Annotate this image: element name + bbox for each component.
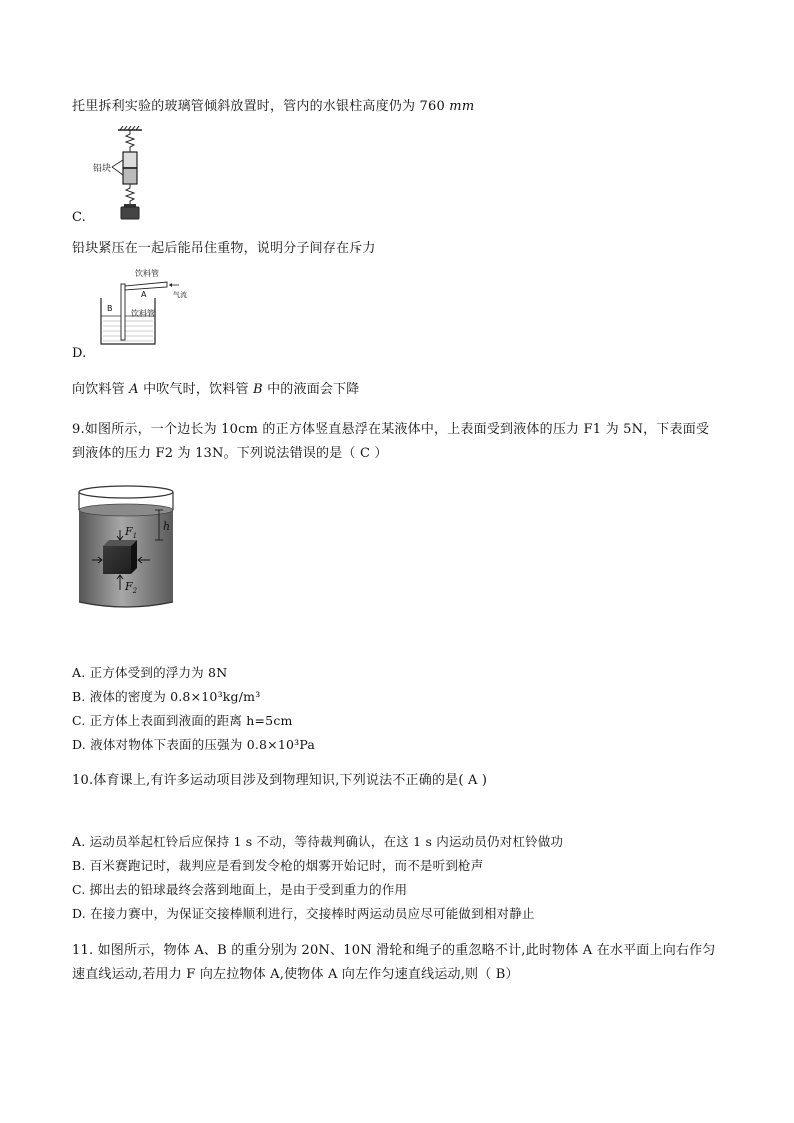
q10-option-b: B. 百米赛跑记时，裁判应是看到发令枪的烟雾开始记时，而不是听到枪声	[72, 858, 484, 873]
q9-stem-line1: 9.如图所示，一个边长为 10cm 的正方体竖直悬浮在某液体中，上表面受到液体的压力 F1 为 5N，下表面受	[72, 422, 710, 437]
straw-right-label: 饮料管	[131, 309, 155, 318]
q10-option-a: A. 运动员举起杠铃后应保持 1 s 不动，等待裁判确认，在这 1 s 内运动员仍对杠铃做功	[72, 834, 564, 849]
f2-label: $F_2$	[125, 580, 138, 596]
q11-stem-line1: 11. 如图所示，物体 A、B 的重分别为 20N、10N 滑轮和绳子的重忽略不计,此时物体 A 在水平面上向右作匀	[72, 943, 716, 958]
option-d-statement: 向饮料管 A 中吹气时，饮料管 B 中的液面会下降	[72, 382, 360, 397]
option-d-letter: D.	[72, 346, 87, 361]
option-b-statement	[72, 98, 474, 116]
option-b-unit: mm	[449, 99, 475, 114]
option-c-statement: 铅块紧压在一起后能吊住重物，说明分子间存在斥力	[72, 241, 376, 256]
straw-a-label: A	[141, 290, 147, 299]
airflow-label: 气流	[173, 291, 187, 299]
q9-option-c: C. 正方体上表面到液面的距离 h=5cm	[72, 713, 293, 728]
cube-in-liquid-figure	[76, 484, 176, 612]
straw-b-ref: B	[253, 382, 263, 397]
straw-b-label: B	[107, 304, 113, 313]
straw-figure	[95, 268, 190, 348]
q10-option-d: D. 在接力赛中，为保证交接棒顺利进行，交接棒时两运动员应尽可能做到相对静止	[72, 906, 535, 921]
straw-a-ref: A	[129, 382, 139, 397]
option-b-text: 托里拆利实验的玻璃管倾斜放置时，管内的水银柱高度仍为 760	[72, 99, 445, 114]
q9-option-b: B. 液体的密度为 0.8×10³kg/m³	[72, 689, 261, 704]
q10-option-c: C. 掷出去的铅球最终会落到地面上，是由于受到重力的作用	[72, 882, 408, 897]
straw-top-label: 饮料管	[135, 269, 159, 278]
q11-stem-line2: 速直线运动,若用力 F 向左拉物体 A,使物体 A 向左作匀速直线运动,则（ B）	[72, 967, 519, 982]
q9-option-d: D. 液体对物体下表面的压强为 0.8×10³Pa	[72, 737, 316, 752]
option-c-letter: C.	[72, 210, 87, 225]
h-label: h	[163, 520, 171, 533]
lead-blocks-figure	[90, 126, 160, 220]
lead-block-label: 铅块	[93, 164, 112, 174]
q10-stem: 10.体育课上,有许多运动项目涉及到物理知识,下列说法不正确的是( A )	[72, 773, 488, 788]
q9-option-a: A. 正方体受到的浮力为 8N	[72, 665, 228, 680]
q9-stem-line2: 到液体的压力 F2 为 13N。下列说法错误的是（ C ）	[72, 446, 388, 461]
f1-label: $F_1$	[125, 525, 138, 541]
